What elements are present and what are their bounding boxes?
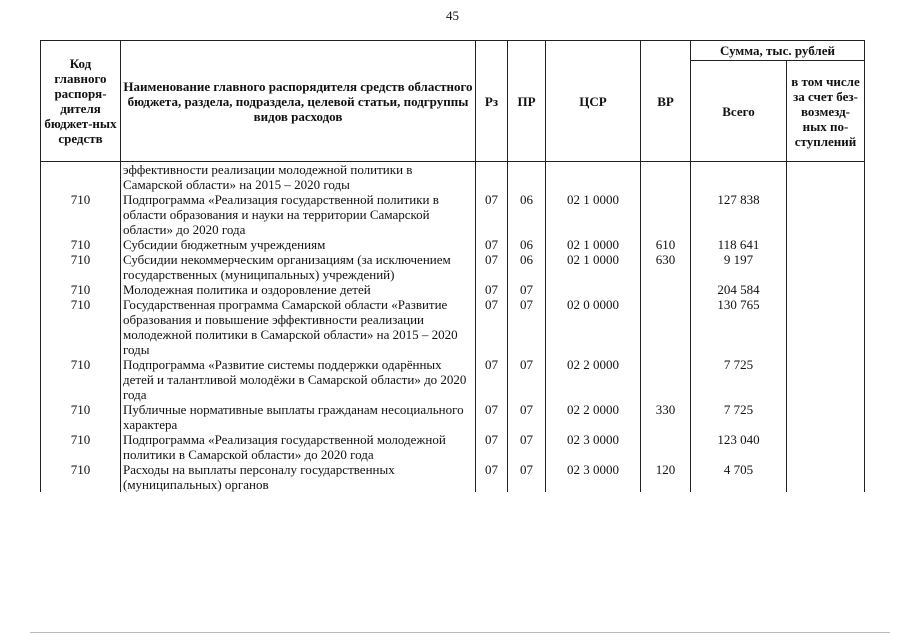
cell-gratis [787,252,865,282]
header-vr: ВР [641,41,691,162]
cell-name: Молодежная политика и оздоровление детей [121,282,476,297]
table-row [41,462,865,492]
cell-total: 130 765 [691,297,787,357]
header-csr: ЦСР [546,41,641,162]
cell-gratis [787,162,865,193]
table-header [41,41,865,162]
cell-total: 4 705 [691,462,787,492]
cell-csr: 02 2 0000 [546,402,641,432]
table-row [41,297,865,357]
cell-rz [476,162,508,193]
cell-csr: 02 2 0000 [546,357,641,402]
cell-pr [508,162,546,193]
cell-vr [641,432,691,462]
cell-code: 710 [41,462,121,492]
cell-csr [546,162,641,193]
cell-gratis [787,402,865,432]
cell-pr: 07 [508,432,546,462]
cell-name: Подпрограмма «Реализация государственной политики в области образования и науки на территории Самарской области» до 2020 года [121,192,476,237]
cell-csr: 02 3 0000 [546,462,641,492]
cell-pr: 06 [508,252,546,282]
cell-code: 710 [41,237,121,252]
cell-rz: 07 [476,252,508,282]
cell-vr [641,297,691,357]
cell-name: Расходы на выплаты персоналу государственных (муниципальных) органов [121,462,476,492]
cell-csr: 02 1 0000 [546,252,641,282]
cell-vr: 330 [641,402,691,432]
cell-code: 710 [41,402,121,432]
cell-csr: 02 0 0000 [546,297,641,357]
header-gratis: в том числе за счет без-возмезд-ных по-ступлений [787,61,865,162]
header-sum: Сумма, тыс. рублей [691,41,865,61]
cell-rz: 07 [476,192,508,237]
cell-total: 204 584 [691,282,787,297]
cell-gratis [787,192,865,237]
cell-vr [641,162,691,193]
cell-vr [641,192,691,237]
cell-gratis [787,357,865,402]
cell-gratis [787,297,865,357]
cell-gratis [787,432,865,462]
cell-gratis [787,462,865,492]
cell-name: Субсидии бюджетным учреждениям [121,237,476,252]
cell-vr: 120 [641,462,691,492]
cell-total [691,162,787,193]
cell-gratis [787,282,865,297]
table-row [41,162,865,193]
cell-pr: 07 [508,282,546,297]
cell-code: 710 [41,357,121,402]
cell-total: 7 725 [691,357,787,402]
cell-code [41,162,121,193]
cell-total: 9 197 [691,252,787,282]
header-total: Всего [691,61,787,162]
header-name: Наименование главного распорядителя средств областного бюджета, раздела, подраздела, целевой статьи, подгруппы видов расходов [121,41,476,162]
cell-total: 7 725 [691,402,787,432]
header-rz: Рз [476,41,508,162]
budget-table [40,40,865,492]
cell-rz: 07 [476,462,508,492]
cell-rz: 07 [476,282,508,297]
cell-code: 710 [41,297,121,357]
cell-rz: 07 [476,357,508,402]
table-body [41,162,865,493]
cell-code: 710 [41,252,121,282]
cell-vr: 630 [641,252,691,282]
cell-code: 710 [41,192,121,237]
cell-csr: 02 1 0000 [546,192,641,237]
cell-pr: 07 [508,297,546,357]
cell-vr [641,357,691,402]
cell-rz: 07 [476,237,508,252]
cell-pr: 07 [508,402,546,432]
cell-rz: 07 [476,432,508,462]
table-row [41,282,865,297]
cell-csr: 02 1 0000 [546,237,641,252]
cell-csr [546,282,641,297]
cell-vr [641,282,691,297]
cell-rz: 07 [476,402,508,432]
cell-code: 710 [41,282,121,297]
page-bottom-rule [30,632,890,633]
cell-pr: 06 [508,237,546,252]
table-row [41,432,865,462]
table-row [41,252,865,282]
cell-csr: 02 3 0000 [546,432,641,462]
cell-vr: 610 [641,237,691,252]
header-pr: ПР [508,41,546,162]
table-row [41,357,865,402]
table-row [41,237,865,252]
header-code: Код главного распоря-дителя бюджет-ных средств [41,41,121,162]
cell-name: эффективности реализации молодежной политики в Самарской области» на 2015 – 2020 годы [121,162,476,193]
cell-name: Субсидии некоммерческим организациям (за исключением государственных (муниципальных) учреждений) [121,252,476,282]
cell-gratis [787,237,865,252]
cell-pr: 07 [508,462,546,492]
cell-name: Подпрограмма «Реализация государственной молодежной политики в Самарской области» до 2020 года [121,432,476,462]
table-row [41,402,865,432]
cell-pr: 06 [508,192,546,237]
cell-total: 118 641 [691,237,787,252]
cell-name: Государственная программа Самарской области «Развитие образования и повышение эффективности реализации молодежной политики в Самарской области» на 2015 – 2020 годы [121,297,476,357]
cell-code: 710 [41,432,121,462]
cell-rz: 07 [476,297,508,357]
cell-total: 127 838 [691,192,787,237]
cell-total: 123 040 [691,432,787,462]
cell-name: Подпрограмма «Развитие системы поддержки одарённых детей и талантливой молодёжи в Самарской области» до 2020 года [121,357,476,402]
table-row [41,192,865,237]
cell-pr: 07 [508,357,546,402]
page-number: 45 [446,8,459,23]
cell-name: Публичные нормативные выплаты гражданам несоциального характера [121,402,476,432]
